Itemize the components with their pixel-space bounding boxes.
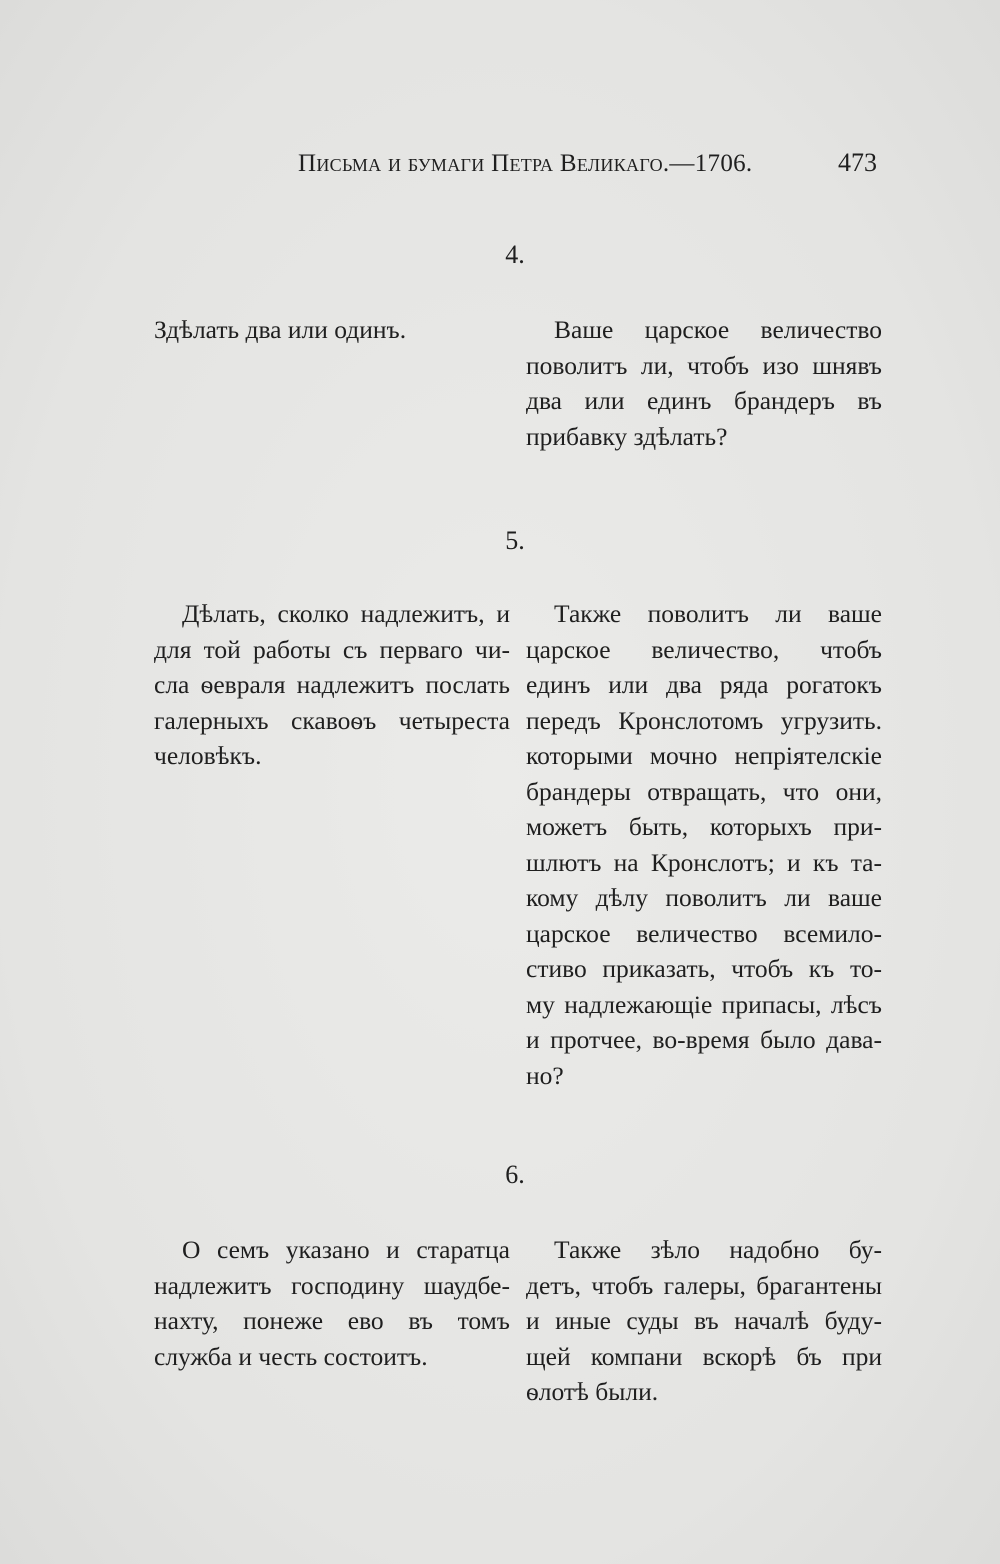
text-line: которыми мочно непріятелскіе <box>526 741 882 770</box>
text-line: служба и честь состоитъ. <box>154 1341 428 1371</box>
page-number: 473 <box>838 148 877 177</box>
text-line: надлежитъ господину шаудбе- <box>154 1270 510 1300</box>
section-5-decision <box>154 596 510 774</box>
text-line: ѳлотѣ были. <box>526 1377 659 1406</box>
text-line: и иные суды въ началѣ буду- <box>526 1306 882 1335</box>
text-line: О семъ указано и старатца <box>182 1235 510 1264</box>
text-line: Также зѣло надобно бу- <box>554 1235 882 1264</box>
text-line: передъ Кронслотомъ угрузить. <box>526 705 882 735</box>
text-line: и протчее, во-время было дава- <box>526 1025 882 1054</box>
text-line: можетъ быть, которыхъ при- <box>526 812 882 841</box>
text-line: брандеры отвращать, что они, <box>526 776 882 806</box>
text-line: стиво приказать, чтобъ къ то- <box>526 954 882 983</box>
text-line: щей компани вскорѣ бъ при <box>526 1341 882 1371</box>
text-line: единъ или два ряда рогатокъ <box>526 670 882 699</box>
running-title: Письма и бумаги Петра Великаго.—1706. <box>298 150 753 177</box>
text-line: прибавку здѣлать? <box>526 421 728 451</box>
section-4-question <box>526 312 882 454</box>
text-line: кому дѣлу поволитъ ли ваше <box>526 883 882 912</box>
section-4-decision <box>154 312 510 348</box>
text-line: человѣкъ. <box>154 741 262 770</box>
text-line: му надлежающіе припасы, лѣсъ <box>526 989 882 1019</box>
text-line: царское величество, чтобъ <box>526 634 882 664</box>
section-5-question <box>526 596 882 1093</box>
text-line: Здѣлать два или одинъ. <box>154 315 407 344</box>
text-line: поволитъ ли, чтобъ изо шнявъ <box>526 350 882 380</box>
section-number-6: 6. <box>505 1160 525 1189</box>
section-number-5: 5. <box>505 526 525 555</box>
text-line: Ваше царское величество <box>554 315 882 344</box>
text-line: Также поволитъ ли ваше <box>554 599 882 628</box>
section-6-decision <box>154 1232 510 1374</box>
text-line: два или единъ брандеръ въ <box>526 386 882 415</box>
text-line: галерныхъ скавоѳъ четыреста <box>154 705 510 735</box>
text-line: детъ, чтобъ галеры, брагантены <box>526 1270 882 1300</box>
section-number-4: 4. <box>505 240 525 269</box>
text-line: но? <box>526 1060 564 1090</box>
text-line: нахту, понеже ево въ томъ <box>154 1306 510 1335</box>
text-line: для той работы съ перваго чи- <box>154 634 510 664</box>
text-line: Дѣлать, сколко надлежитъ, и <box>182 599 510 628</box>
text-line: царское величество всемило- <box>526 918 882 948</box>
section-6-question <box>526 1232 882 1410</box>
text-line: шлютъ на Кронслотъ; и къ та- <box>526 847 882 877</box>
text-line: сла ѳевраля надлежитъ послать <box>154 670 510 699</box>
